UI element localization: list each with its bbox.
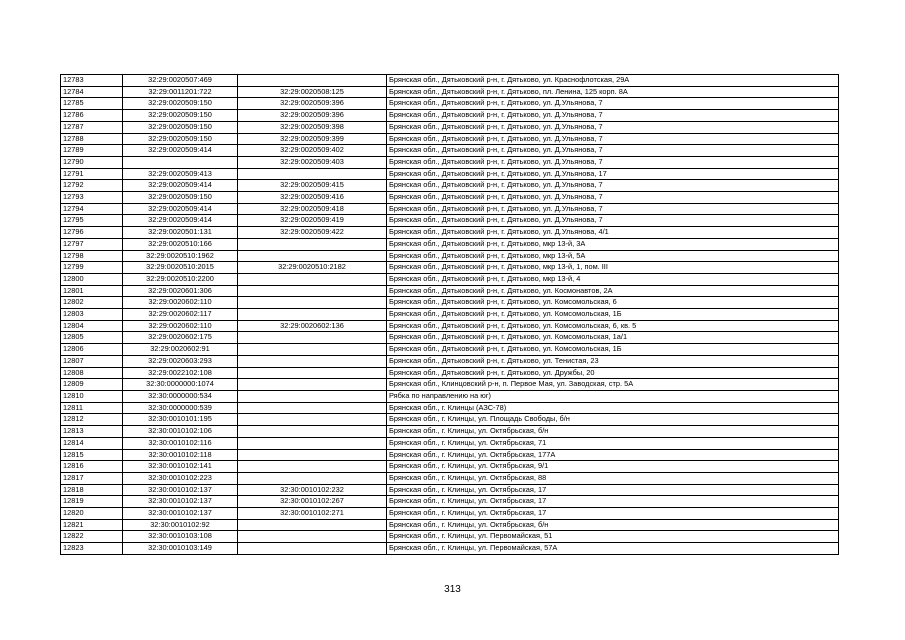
table-row [61, 332, 839, 344]
cadastral-number: 32:29:0020510:2200 [123, 273, 238, 285]
linked-cadastral-number [238, 250, 387, 262]
row-number: 12795 [61, 215, 123, 227]
row-number: 12819 [61, 496, 123, 508]
cadastral-number: 32:30:0010102:223 [123, 472, 238, 484]
table-row [61, 508, 839, 520]
linked-cadastral-number: 32:29:0020509:415 [238, 180, 387, 192]
table-row [61, 168, 839, 180]
table-row [61, 496, 839, 508]
row-number: 12813 [61, 426, 123, 438]
row-number: 12790 [61, 156, 123, 168]
row-number: 12797 [61, 238, 123, 250]
row-number: 12810 [61, 390, 123, 402]
table-row [61, 203, 839, 215]
cadastral-number: 32:30:0010101:195 [123, 414, 238, 426]
linked-cadastral-number [238, 472, 387, 484]
table-row [61, 250, 839, 262]
cadastral-number: 32:30:0010103:108 [123, 531, 238, 543]
address: Брянская обл., Дятьковский р-н, г. Дятьково, мкр 13-й, 4 [387, 273, 839, 285]
cadastral-number: 32:30:0010102:118 [123, 449, 238, 461]
table-row [61, 472, 839, 484]
table-row [61, 344, 839, 356]
row-number: 12822 [61, 531, 123, 543]
table-row [61, 86, 839, 98]
address: Рябка по направлению на юг) [387, 390, 839, 402]
table-row [61, 519, 839, 531]
row-number: 12783 [61, 75, 123, 87]
cadastral-number: 32:30:0000000:539 [123, 402, 238, 414]
linked-cadastral-number [238, 414, 387, 426]
cadastral-number: 32:30:0000000:1074 [123, 379, 238, 391]
address: Брянская обл., Дятьковский р-н, г. Дятьково, ул. Комсомольская, 6 [387, 297, 839, 309]
cadastral-number: 32:30:0010102:137 [123, 496, 238, 508]
row-number: 12808 [61, 367, 123, 379]
address: Брянская обл., г. Клинцы, ул. Первомайская, 51 [387, 531, 839, 543]
table-row [61, 484, 839, 496]
cadastral-number: 32:29:0020509:414 [123, 215, 238, 227]
table-row [61, 297, 839, 309]
cadastral-number: 32:29:0020602:117 [123, 309, 238, 321]
address: Брянская обл., Дятьковский р-н, г. Дятьково, ул. Д.Ульянова, 7 [387, 121, 839, 133]
table-row [61, 227, 839, 239]
address: Брянская обл., Дятьковский р-н, г. Дятьково, ул. Д.Ульянова, 4/1 [387, 227, 839, 239]
cadastral-number: 32:29:0020601:306 [123, 285, 238, 297]
cadastral-number: 32:30:0010102:92 [123, 519, 238, 531]
table-row [61, 437, 839, 449]
row-number: 12798 [61, 250, 123, 262]
table-body [61, 75, 839, 555]
row-number: 12785 [61, 98, 123, 110]
table-row [61, 75, 839, 87]
linked-cadastral-number: 32:29:0020509:416 [238, 192, 387, 204]
linked-cadastral-number [238, 238, 387, 250]
cadastral-number: 32:29:0020602:110 [123, 320, 238, 332]
row-number: 12820 [61, 508, 123, 520]
address: Брянская обл., Дятьковский р-н, г. Дятьково, ул. Д.Ульянова, 7 [387, 110, 839, 122]
address: Брянская обл., Дятьковский р-н, г. Дятьково, ул. Д.Ульянова, 7 [387, 180, 839, 192]
linked-cadastral-number [238, 332, 387, 344]
row-number: 12814 [61, 437, 123, 449]
address: Брянская обл., г. Клинцы, ул. Октябрьская, 88 [387, 472, 839, 484]
address: Брянская обл., Дятьковский р-н, г. Дятьково, ул. Краснофлотская, 29А [387, 75, 839, 87]
row-number: 12786 [61, 110, 123, 122]
cadastral-number: 32:29:0020509:413 [123, 168, 238, 180]
table-row [61, 192, 839, 204]
table-row [61, 133, 839, 145]
cadastral-number: 32:30:0010102:106 [123, 426, 238, 438]
address: Брянская обл., Клинцовский р-н, п. Первое Мая, ул. Заводская, стр. 5А [387, 379, 839, 391]
table-row [61, 414, 839, 426]
linked-cadastral-number [238, 402, 387, 414]
linked-cadastral-number: 32:29:0020509:422 [238, 227, 387, 239]
cadastral-number: 32:30:0010102:137 [123, 484, 238, 496]
row-number: 12823 [61, 543, 123, 555]
address: Брянская обл., г. Клинцы, ул. Октябрьская, 71 [387, 437, 839, 449]
address: Брянская обл., г. Клинцы, ул. Первомайская, 57А [387, 543, 839, 555]
table-row [61, 110, 839, 122]
row-number: 12787 [61, 121, 123, 133]
linked-cadastral-number: 32:29:0020509:398 [238, 121, 387, 133]
cadastral-number: 32:29:0011201:722 [123, 86, 238, 98]
cadastral-number: 32:29:0020509:414 [123, 203, 238, 215]
address: Брянская обл., Дятьковский р-н, г. Дятьково, мкр 13-й, 3А [387, 238, 839, 250]
row-number: 12817 [61, 472, 123, 484]
table-row [61, 180, 839, 192]
linked-cadastral-number [238, 437, 387, 449]
cadastral-number: 32:30:0010102:137 [123, 508, 238, 520]
linked-cadastral-number [238, 531, 387, 543]
cadastral-number: 32:29:0020501:131 [123, 227, 238, 239]
address: Брянская обл., г. Клинцы (АЗС-78) [387, 402, 839, 414]
linked-cadastral-number: 32:29:0020509:419 [238, 215, 387, 227]
row-number: 12815 [61, 449, 123, 461]
address: Брянская обл., г. Клинцы, ул. Октябрьская, 17 [387, 484, 839, 496]
address: Брянская обл., Дятьковский р-н, г. Дятьково, ул. Д.Ульянова, 7 [387, 192, 839, 204]
table-row [61, 379, 839, 391]
address: Брянская обл., Дятьковский р-н, г. Дятьково, ул. Комсомольская, 1Б [387, 344, 839, 356]
row-number: 12791 [61, 168, 123, 180]
row-number: 12788 [61, 133, 123, 145]
linked-cadastral-number: 32:30:0010102:232 [238, 484, 387, 496]
row-number: 12818 [61, 484, 123, 496]
address: Брянская обл., Дятьковский р-н, г. Дятьково, ул. Д.Ульянова, 17 [387, 168, 839, 180]
address: Брянская обл., Дятьковский р-н, г. Дятьково, пл. Ленина, 125 корп. 8А [387, 86, 839, 98]
linked-cadastral-number: 32:29:0020509:399 [238, 133, 387, 145]
row-number: 12800 [61, 273, 123, 285]
address: Брянская обл., Дятьковский р-н, г. Дятьково, ул. Дружбы, 20 [387, 367, 839, 379]
table-row [61, 121, 839, 133]
table-row [61, 426, 839, 438]
cadastral-number: 32:29:0020510:166 [123, 238, 238, 250]
address: Брянская обл., Дятьковский р-н, г. Дятьково, ул. Д.Ульянова, 7 [387, 203, 839, 215]
address: Брянская обл., г. Клинцы, ул. Октябрьская, 17 [387, 496, 839, 508]
row-number: 12805 [61, 332, 123, 344]
cadastral-number: 32:29:0020602:91 [123, 344, 238, 356]
cadastral-number: 32:30:0010102:116 [123, 437, 238, 449]
address: Брянская обл., Дятьковский р-н, г. Дятьково, ул. Д.Ульянова, 7 [387, 145, 839, 157]
cadastral-number: 32:29:0020602:175 [123, 332, 238, 344]
cadastral-number: 32:29:0022102:108 [123, 367, 238, 379]
linked-cadastral-number: 32:30:0010102:271 [238, 508, 387, 520]
table-row [61, 355, 839, 367]
row-number: 12809 [61, 379, 123, 391]
address: Брянская обл., г. Клинцы, ул. Октябрьская, 17 [387, 508, 839, 520]
linked-cadastral-number [238, 449, 387, 461]
linked-cadastral-number [238, 519, 387, 531]
row-number: 12816 [61, 461, 123, 473]
linked-cadastral-number: 32:30:0010102:267 [238, 496, 387, 508]
cadastral-number: 32:29:0020510:2015 [123, 262, 238, 274]
table-row [61, 390, 839, 402]
row-number: 12806 [61, 344, 123, 356]
address: Брянская обл., Дятьковский р-н, г. Дятьково, ул. Комсомольская, 1Б [387, 309, 839, 321]
table-row [61, 156, 839, 168]
linked-cadastral-number: 32:29:0020509:403 [238, 156, 387, 168]
row-number: 12794 [61, 203, 123, 215]
table-row [61, 262, 839, 274]
cadastral-number: 32:30:0010102:141 [123, 461, 238, 473]
cadastral-number: 32:29:0020509:150 [123, 121, 238, 133]
row-number: 12811 [61, 402, 123, 414]
cadastral-number: 32:29:0020602:110 [123, 297, 238, 309]
table-row [61, 543, 839, 555]
address: Брянская обл., Дятьковский р-н, г. Дятьково, ул. Космонавтов, 2А [387, 285, 839, 297]
table-row [61, 402, 839, 414]
address: Брянская обл., г. Клинцы, ул. Площадь Свободы, б/н [387, 414, 839, 426]
address: Брянская обл., Дятьковский р-н, г. Дятьково, ул. Д.Ульянова, 7 [387, 98, 839, 110]
linked-cadastral-number [238, 285, 387, 297]
address: Брянская обл., г. Клинцы, ул. Октябрьская, 9/1 [387, 461, 839, 473]
linked-cadastral-number [238, 75, 387, 87]
address: Брянская обл., Дятьковский р-н, г. Дятьково, мкр 13-й, 1, пом. III [387, 262, 839, 274]
address: Брянская обл., Дятьковский р-н, г. Дятьково, ул. Д.Ульянова, 7 [387, 215, 839, 227]
table-row [61, 531, 839, 543]
row-number: 12793 [61, 192, 123, 204]
linked-cadastral-number: 32:29:0020602:136 [238, 320, 387, 332]
row-number: 12801 [61, 285, 123, 297]
linked-cadastral-number: 32:29:0020509:418 [238, 203, 387, 215]
row-number: 12804 [61, 320, 123, 332]
table-row [61, 285, 839, 297]
table-row [61, 367, 839, 379]
table-row [61, 309, 839, 321]
linked-cadastral-number [238, 355, 387, 367]
cadastral-number: 32:29:0020509:150 [123, 110, 238, 122]
table-row [61, 238, 839, 250]
linked-cadastral-number [238, 379, 387, 391]
linked-cadastral-number [238, 297, 387, 309]
table-row [61, 449, 839, 461]
address: Брянская обл., Дятьковский р-н, г. Дятьково, ул. Д.Ульянова, 7 [387, 156, 839, 168]
address: Брянская обл., Дятьковский р-н, г. Дятьково, ул. Д.Ульянова, 7 [387, 133, 839, 145]
table-row [61, 98, 839, 110]
row-number: 12784 [61, 86, 123, 98]
table-row [61, 320, 839, 332]
cadastral-number: 32:29:0020509:414 [123, 145, 238, 157]
row-number: 12812 [61, 414, 123, 426]
cadastral-number: 32:29:0020603:293 [123, 355, 238, 367]
row-number: 12796 [61, 227, 123, 239]
address: Брянская обл., Дятьковский р-н, г. Дятьково, ул. Комсомольская, 6, кв. 5 [387, 320, 839, 332]
linked-cadastral-number: 32:29:0020509:396 [238, 98, 387, 110]
linked-cadastral-number [238, 426, 387, 438]
cadastral-number: 32:30:0000000:534 [123, 390, 238, 402]
table-row [61, 461, 839, 473]
cadastral-number: 32:29:0020509:150 [123, 133, 238, 145]
cadastral-number: 32:29:0020507:469 [123, 75, 238, 87]
table-row [61, 145, 839, 157]
cadastral-number: 32:29:0020509:150 [123, 98, 238, 110]
address: Брянская обл., Дятьковский р-н, г. Дятьково, ул. Комсомольская, 1а/1 [387, 332, 839, 344]
address: Брянская обл., Дятьковский р-н, г. Дятьково, мкр 13-й, 5А [387, 250, 839, 262]
address: Брянская обл., Дятьковский р-н, г. Дятьково, ул. Тенистая, 23 [387, 355, 839, 367]
cadastral-number [123, 156, 238, 168]
linked-cadastral-number: 32:29:0020510:2182 [238, 262, 387, 274]
linked-cadastral-number [238, 344, 387, 356]
linked-cadastral-number: 32:29:0020508:125 [238, 86, 387, 98]
linked-cadastral-number [238, 168, 387, 180]
row-number: 12792 [61, 180, 123, 192]
row-number: 12803 [61, 309, 123, 321]
linked-cadastral-number [238, 543, 387, 555]
cadastral-number: 32:29:0020510:1962 [123, 250, 238, 262]
row-number: 12802 [61, 297, 123, 309]
linked-cadastral-number: 32:29:0020509:396 [238, 110, 387, 122]
table-row [61, 215, 839, 227]
address: Брянская обл., г. Клинцы, ул. Октябрьская, б/н [387, 519, 839, 531]
row-number: 12789 [61, 145, 123, 157]
linked-cadastral-number [238, 273, 387, 285]
table-row [61, 273, 839, 285]
cadastral-number: 32:29:0020509:150 [123, 192, 238, 204]
row-number: 12821 [61, 519, 123, 531]
address: Брянская обл., г. Клинцы, ул. Октябрьская, б/н [387, 426, 839, 438]
linked-cadastral-number [238, 309, 387, 321]
page-number: 313 [444, 584, 461, 595]
linked-cadastral-number [238, 367, 387, 379]
row-number: 12807 [61, 355, 123, 367]
cadastral-number: 32:30:0010103:149 [123, 543, 238, 555]
cadastral-number: 32:29:0020509:414 [123, 180, 238, 192]
linked-cadastral-number: 32:29:0020509:402 [238, 145, 387, 157]
linked-cadastral-number [238, 461, 387, 473]
linked-cadastral-number [238, 390, 387, 402]
address: Брянская обл., г. Клинцы, ул. Октябрьская, 177А [387, 449, 839, 461]
cadastral-table [60, 74, 839, 555]
row-number: 12799 [61, 262, 123, 274]
